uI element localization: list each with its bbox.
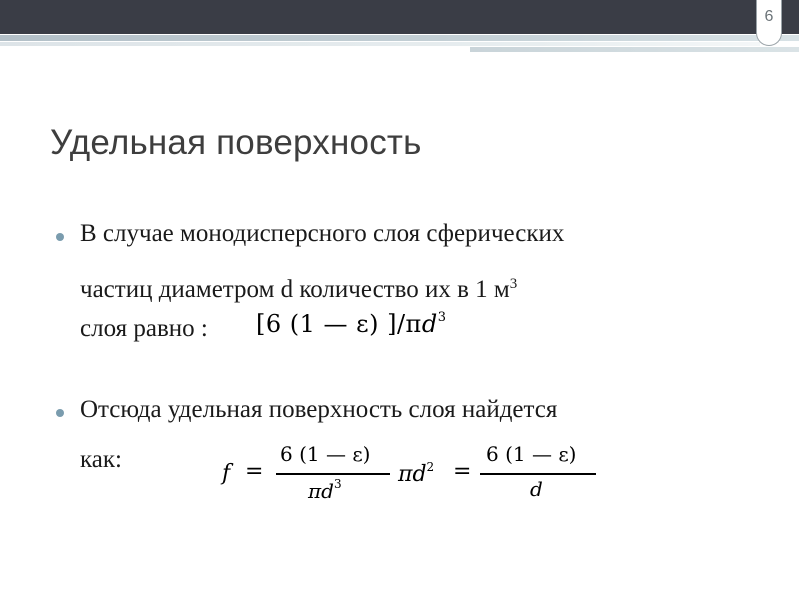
formula-var: d: [421, 310, 438, 338]
equals-sign: =: [245, 459, 264, 484]
bullet-marker: [56, 233, 64, 241]
fraction-1-numerator: 6 (1 — ε): [280, 442, 371, 466]
bullet-1-line-2: [80, 276, 517, 304]
bullet-1-line-3: слоя равно :: [80, 315, 208, 342]
header-stripe-right: [470, 47, 799, 52]
header-stripe-light: [0, 42, 760, 46]
formula-lhs: f: [222, 461, 231, 486]
header-bar: [0, 0, 799, 34]
fraction-1-denominator-power: 3: [333, 477, 342, 491]
fraction-1-bar: [276, 473, 390, 475]
fraction-1-denominator-base: πd: [308, 479, 334, 503]
slide-number: 6: [764, 8, 774, 25]
particle-count-formula: [256, 310, 446, 338]
equals-sign: =: [453, 459, 472, 484]
bullet-1-line-1: В случае монодисперсного слоя сферических: [80, 220, 565, 247]
fraction-2-numerator: 6 (1 — ε): [486, 442, 577, 466]
bullet-2-line-2: как:: [80, 446, 122, 473]
specific-surface-formula: [218, 437, 608, 507]
fraction-1-denominator: [308, 477, 342, 503]
header-stripe: [0, 35, 799, 41]
bullet-marker: [56, 409, 64, 417]
multiplier-term: [398, 460, 434, 487]
multiplier-power: 2: [426, 460, 435, 474]
slide-title: Удельная поверхность: [50, 123, 422, 162]
formula-main: [6 (1 — ε) ]/π: [256, 310, 422, 338]
multiplier-base: πd: [398, 462, 427, 487]
cubic-superscript: 3: [509, 276, 518, 292]
formula-power: 3: [437, 310, 447, 325]
bullet-1-line-2-text: частиц диаметром d количество их в 1 м: [80, 276, 510, 303]
fraction-2-bar: [480, 473, 596, 475]
slide-number-tab: [756, 0, 782, 46]
bullet-2-line-1: Отсюда удельная поверхность слоя найдется: [80, 396, 558, 423]
fraction-2-denominator: d: [530, 477, 543, 501]
